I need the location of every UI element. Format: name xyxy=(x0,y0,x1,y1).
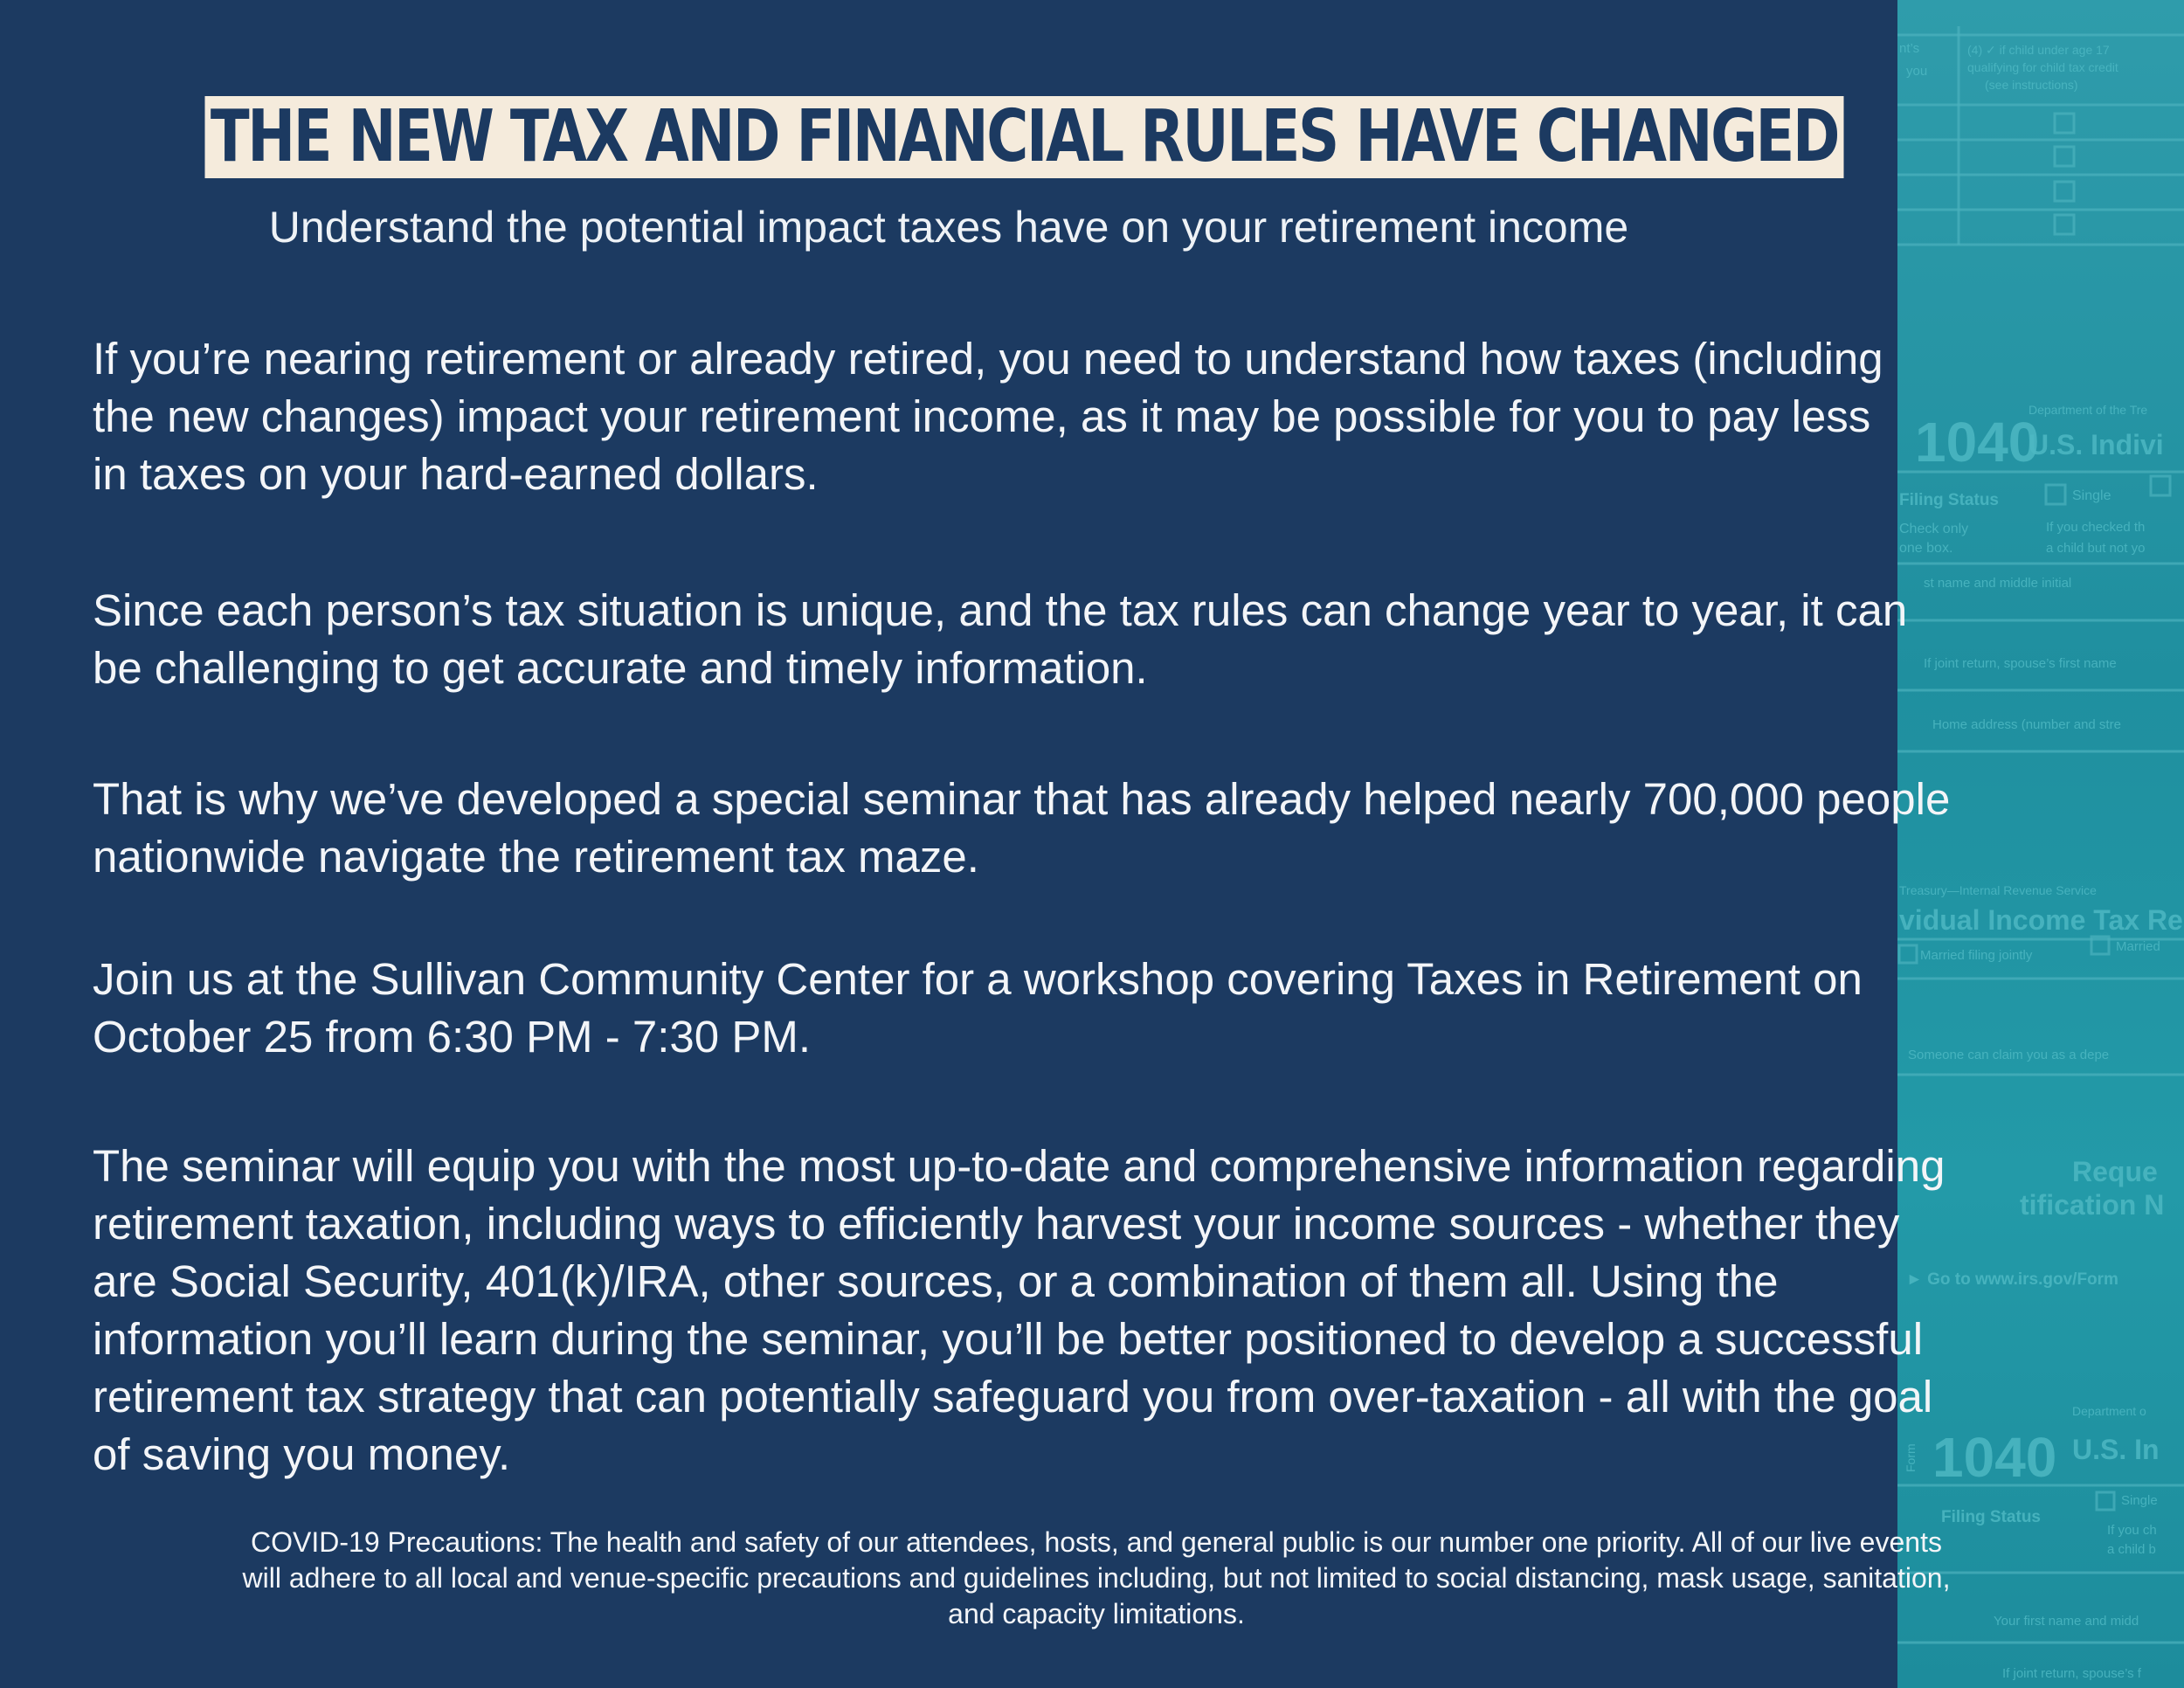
paragraph-line: information you’ll learn during the seminar, you’ll be better positioned to develop a successful xyxy=(93,1314,1924,1364)
form-text-department: Department of the Tre xyxy=(2028,403,2148,417)
paragraph-seminar-intro xyxy=(93,771,2181,886)
paragraph-seminar-benefits xyxy=(93,1138,2181,1484)
form-text-if-checked: If you checked th xyxy=(2046,520,2146,535)
form-text-filing-status: Filing Status xyxy=(1899,491,1999,509)
paragraph-line: in taxes on your hard-earned dollars. xyxy=(93,449,819,499)
paragraph-intro xyxy=(93,330,2181,503)
form-text-filing-status-2: Filing Status xyxy=(1941,1508,2041,1526)
form-text-single-2: Single xyxy=(2121,1493,2158,1508)
form-text-treasury: Treasury—Internal Revenue Service xyxy=(1899,883,2097,897)
form-text-middle-initial: st name and middle initial xyxy=(1924,576,2072,591)
form-text-your-first-name: Your first name and midd xyxy=(1994,1614,2139,1629)
paragraph-line: If you’re nearing retirement or already retired, you need to understand how taxes (including xyxy=(93,334,1883,384)
footer-line: COVID-19 Precautions: The health and safety of our attendees, hosts, and general public is our number one priority. All of our live events xyxy=(251,1526,1942,1558)
paragraph-line: The seminar will equip you with the most up-to-date and comprehensive information regarding xyxy=(93,1141,1946,1191)
form-text-single: Single xyxy=(2072,488,2111,503)
form-text-form-number-2: 1040 xyxy=(1932,1426,2057,1489)
form-text-if-you-ch: If you ch xyxy=(2107,1523,2157,1538)
paragraph-line: the new changes) impact your retirement income, as it may be possible for you to pay less xyxy=(93,391,1871,441)
paragraph-line: Join us at the Sullivan Community Center for a workshop covering Taxes in Retirement on xyxy=(93,954,1863,1004)
form-text-a-child-b: a child b xyxy=(2107,1542,2156,1557)
form-text-someone-claim: Someone can claim you as a depe xyxy=(1908,1048,2110,1062)
paragraph-line: October 25 from 6:30 PM - 7:30 PM. xyxy=(93,1012,812,1062)
form-text-joint-return: If joint return, spouse’s first name xyxy=(1924,656,2117,671)
form-text-you: you xyxy=(1906,64,1928,79)
page-title: THE NEW TAX AND FINANCIAL RULES HAVE CHANGED xyxy=(204,96,1843,178)
paragraph-line: of saving you money. xyxy=(93,1429,511,1479)
form-text-check-only: Check only xyxy=(1899,522,1969,536)
title-wrapper xyxy=(0,96,1897,178)
footer-line: and capacity limitations. xyxy=(948,1598,1245,1629)
paragraph-line: That is why we’ve developed a special seminar that has already helped nearly 700,000 people xyxy=(93,774,1951,824)
form-text-department-short: Department o xyxy=(2072,1404,2146,1418)
footer-line: will adhere to all local and venue-specific precautions and guidelines including, but not limited to social distancing, mask usage, sanitation, xyxy=(242,1562,1951,1594)
form-text-us-short: U.S. In xyxy=(2072,1434,2160,1465)
form-text-request: Reque xyxy=(2072,1156,2158,1187)
page-subtitle: Understand the potential impact taxes have on your retirement income xyxy=(268,203,1629,252)
paragraph-event-details xyxy=(93,951,2181,1066)
form-text-form-title: U.S. Indivi xyxy=(2028,429,2164,460)
form-text-identification: tification N xyxy=(2020,1189,2165,1221)
form-text-married: Married xyxy=(2116,939,2160,954)
form-text-one-box: one box. xyxy=(1899,541,1953,556)
form-text-child-not: a child but not yo xyxy=(2046,541,2146,556)
form-text-form-number: 1040 xyxy=(1915,411,2040,474)
form-text-married-jointly: Married filing jointly xyxy=(1920,948,2033,963)
form-text-home-address: Home address (number and stre xyxy=(1932,717,2121,732)
paragraph-line: retirement taxation, including ways to efficiently harvest your income sources - whether they xyxy=(93,1199,1900,1249)
form-text-individual-income: vidual Income Tax Re xyxy=(1899,904,2183,936)
paragraph-line: retirement tax strategy that can potentially safeguard you from over-taxation - all with the goal xyxy=(93,1372,1933,1422)
paragraph-line: be challenging to get accurate and timely information. xyxy=(93,643,1148,693)
paragraph-tax-situation xyxy=(93,582,2181,697)
form-text-joint-return-2: If joint return, spouse’s f xyxy=(2002,1666,2141,1681)
form-text-child-under: (4) ✓ if child under age 17 xyxy=(1967,43,2110,57)
form-text-qualifying: qualifying for child tax credit xyxy=(1967,60,2118,74)
form-text-go-to: ► Go to www.irs.gov/Form xyxy=(1906,1270,2118,1289)
paragraph-line: are Social Security, 401(k)/IRA, other sources, or a combination of them all. Using the xyxy=(93,1256,1779,1306)
form-text-see-instructions: (see instructions) xyxy=(1985,78,2078,92)
paragraph-line: Since each person’s tax situation is unique, and the tax rules can change year to year, it can xyxy=(93,585,1908,635)
covid-precautions-footer xyxy=(79,1525,2114,1632)
form-text-nts: nt’s xyxy=(1899,41,1920,56)
paragraph-line: nationwide navigate the retirement tax maze. xyxy=(93,832,979,882)
form-text-form-label: Form xyxy=(1904,1443,1918,1472)
